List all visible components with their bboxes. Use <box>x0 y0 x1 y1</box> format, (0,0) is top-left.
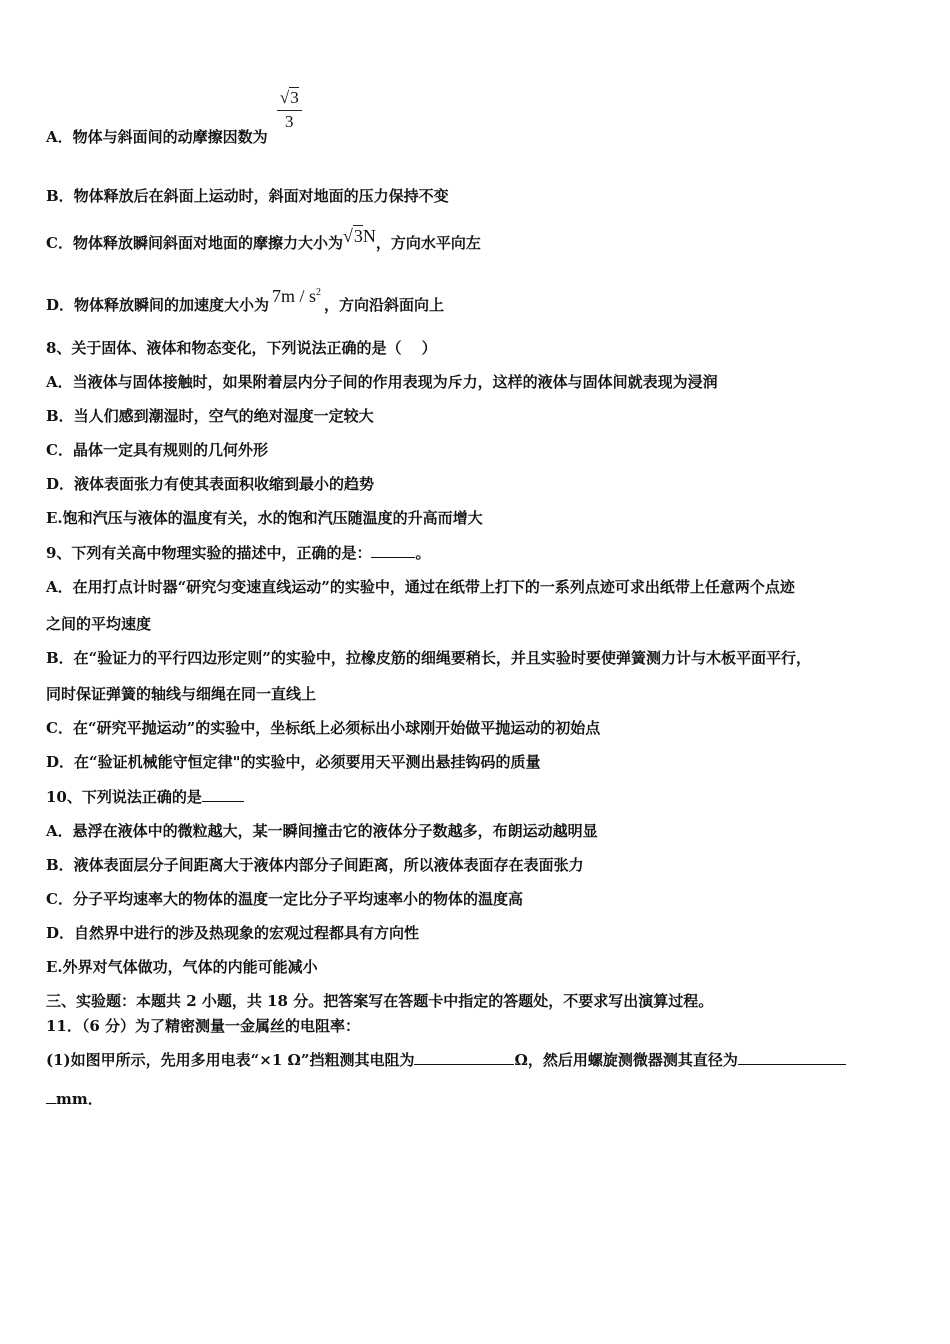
q10-answer-blank <box>202 787 244 802</box>
q7-option-d <box>46 286 445 315</box>
q11-diameter-blank <box>738 1050 846 1065</box>
q9-option-d: D．在“验证机械能守恒定律"的实验中，必须要用天平测出悬挂钩码的质量 <box>46 753 541 771</box>
q10-option-d: D．自然界中进行的涉及热现象的宏观过程都具有方向性 <box>46 924 420 942</box>
q7-option-b: B．物体释放后在斜面上运动时，斜面对地面的压力保持不变 <box>46 187 449 205</box>
q7-c-radicand: 3 <box>353 226 363 246</box>
q11-part1-cont <box>46 1089 103 1109</box>
q9-option-b-line1: B．在“验证力的平行四边形定则”的实验中，拉橡皮筋的细绳要稍长，并且实验时要使弹簧测力计与木板平面平行， <box>46 649 811 667</box>
q8-option-d: D．液体表面张力有使其表面积收缩到最小的趋势 <box>46 475 375 493</box>
q10-option-c: C．分子平均速率大的物体的温度一定比分子平均速率小的物体的温度高 <box>46 890 523 908</box>
q11-diameter-blank-cont <box>46 1089 56 1104</box>
q7-d-value: 7m / s <box>272 286 317 306</box>
q9-stem-end: 。 <box>415 544 431 562</box>
q9-stem-text: 9、下列有关高中物理实验的描述中，正确的是： <box>46 544 372 562</box>
q8-option-a: A．当液体与固体接触时，如果附着层内分子间的作用表现为斥力，这样的液体与固体间就表现为浸润 <box>46 373 718 391</box>
q9-stem <box>46 543 430 563</box>
q9-option-a-line2: 之间的平均速度 <box>46 615 152 633</box>
q7-d-exponent: 2 <box>316 287 322 298</box>
q8-option-b: B．当人们感到潮湿时，空气的绝对湿度一定较大 <box>46 407 374 425</box>
q7-option-c-math: √3N <box>342 226 376 246</box>
q9-option-b-line2: 同时保证弹簧的轴线与细绳在同一直线上 <box>46 685 317 703</box>
q7-option-a <box>46 88 302 147</box>
q7-option-c-text2: ，方向水平向左 <box>375 234 481 252</box>
q11-part1-text-b: Ω，然后用螺旋测微器测其直径为 <box>514 1051 738 1069</box>
q10-option-a: A．悬浮在液体中的微粒越大，某一瞬间撞击它的液体分子数越多，布朗运动越明显 <box>46 822 598 840</box>
q7-option-d-text1: D．物体释放瞬间的加速度大小为 <box>46 296 270 314</box>
q7-option-c <box>46 226 481 253</box>
q11-part1 <box>46 1050 846 1070</box>
q7-c-unit: N <box>362 226 376 246</box>
q7-option-d-text2: ，方向沿斜面向上 <box>324 296 445 314</box>
q10-option-b: B．液体表面层分子间距离大于液体内部分子间距离，所以液体表面存在表面张力 <box>46 856 584 874</box>
q8-option-c: C．晶体一定具有规则的几何外形 <box>46 441 268 459</box>
q10-stem <box>46 787 244 807</box>
q9-option-c: C．在“研究平抛运动”的实验中，坐标纸上必须标出小球刚开始做平抛运动的初始点 <box>46 719 601 737</box>
q10-option-e: E.外界对气体做功，气体的内能可能减小 <box>46 958 318 976</box>
q8-stem: 8、关于固体、液体和物态变化，下列说法正确的是（ ） <box>46 339 437 357</box>
q9-answer-blank <box>371 543 415 558</box>
q8-option-e: E.饱和汽压与液体的温度有关，水的饱和汽压随温度的升高而增大 <box>46 509 483 527</box>
q11-stem: 11．（6 分）为了精密测量一金属丝的电阻率： <box>46 1017 361 1035</box>
q7-option-a-fraction: $\frac{√3}{3}$ <box>277 87 302 133</box>
q9-option-a-line1: A．在用打点计时器“研究匀变速直线运动”的实验中，通过在纸带上打下的一系列点迹可求出纸带上任意两个点迹 <box>46 578 795 596</box>
q7-a-radicand: 3 <box>290 88 299 107</box>
q11-part1-text-c: mm． <box>56 1090 103 1108</box>
q11-part1-text-a: (1)如图甲所示，先用多用电表“×1 Ω”挡粗测其电阻为 <box>46 1051 415 1069</box>
q7-a-denominator: 3 <box>285 112 294 131</box>
q10-stem-text: 10、下列说法正确的是 <box>46 788 202 806</box>
q7-option-a-text: A．物体与斜面间的动摩擦因数为 <box>46 128 268 146</box>
q7-option-c-text1: C．物体释放瞬间斜面对地面的摩擦力大小为 <box>46 234 343 252</box>
q7-option-d-math <box>272 286 321 306</box>
section3-heading: 三、实验题：本题共 2 小题，共 18 分。把答案写在答题卡中指定的答题处，不要求写出演算过程。 <box>46 992 714 1010</box>
q11-resistance-blank <box>414 1050 514 1065</box>
